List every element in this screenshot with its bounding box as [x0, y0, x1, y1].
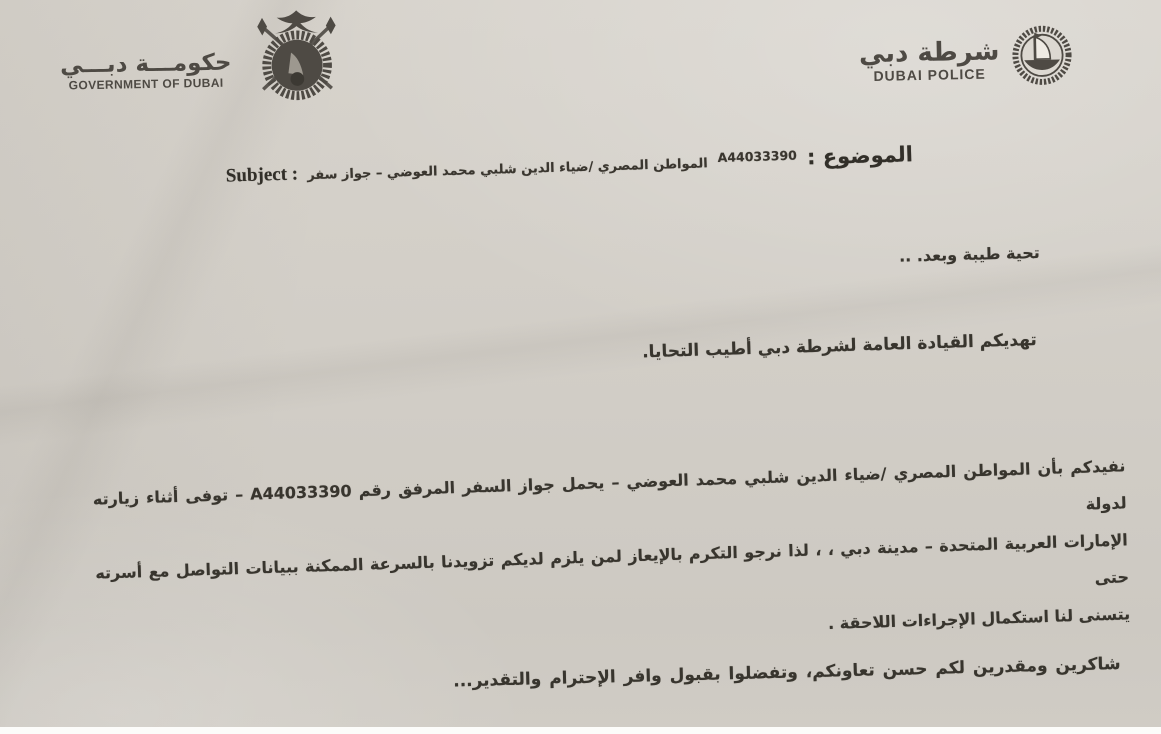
government-logo-text	[60, 50, 232, 93]
government-logo-english-name: GOVERNMENT OF DUBAI	[68, 75, 224, 93]
passport-number: A44033390	[717, 147, 798, 165]
greeting-line: تحية طيبة وبعد. ..	[899, 243, 1041, 266]
closing-line: شاكرين ومقدرين لكم حسن تعاونكم، وتفضلوا بقبول وافر الإحترام والتقدير...	[453, 654, 1122, 692]
government-logo-arabic-name: حكومـــة دبـــي	[59, 49, 232, 79]
body-line-3: يتسنى لنا استكمال الإجراءات اللاحقة .	[827, 604, 1131, 634]
subject-line	[225, 142, 914, 187]
police-logo-text	[858, 37, 999, 84]
letter-body	[92, 447, 1130, 665]
subject-label-arabic: الموضوع :	[806, 142, 914, 170]
dubai-police-logo	[858, 20, 1076, 93]
subject-label-english: Subject :	[225, 163, 299, 187]
body-line-2: الإمارات العربية المتحدة – مدينة دبي ، ، لذا نرجو التكرم بالإيعاز لمن يلزم لديكم تزويدنا بالسرعة الممكنة ببيانات التواصل مع أسرته حتى	[94, 530, 1130, 588]
photo-bottom-edge	[0, 727, 1161, 734]
falcon-crossed-flags-emblem-icon	[239, 7, 357, 107]
salutation-line: تهديكم القيادة العامة لشرطة دبي أطيب التحايا.	[642, 330, 1038, 363]
government-of-dubai-logo	[59, 7, 356, 110]
police-logo-english-name: DUBAI POLICE	[872, 65, 986, 84]
body-line-1: نفيدكم بأن المواطن المصري /ضياء الدين شلبي محمد العوضي – يحمل جواز السفر المرفق رقم A44033390 – توفى أثناء زيارته لدولة	[92, 456, 1127, 514]
subject-text: المواطن المصري /ضياء الدين شلبي محمد العوضي – جواز سفر	[306, 156, 708, 184]
dhow-in-wreath-emblem-icon	[1008, 20, 1075, 89]
police-logo-arabic-name: شرطة دبي	[858, 36, 1000, 70]
